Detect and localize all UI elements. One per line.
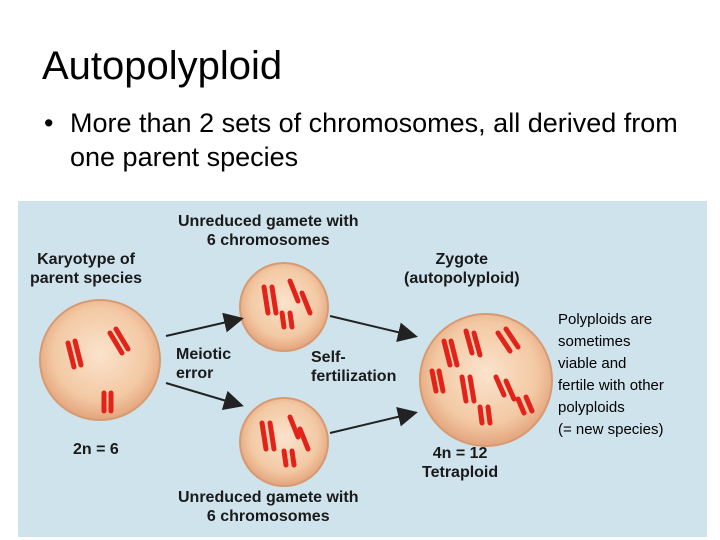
meiotic-label-line1: Meiotic [176, 346, 232, 363]
callout-line: fertile with other [558, 377, 664, 394]
zygote-label-line2: (autopolyploid) [404, 270, 520, 287]
self-label-line2: fertilization [311, 368, 397, 385]
meiotic-error-label [176, 345, 231, 383]
parent-ploidy-label: 2n = 6 [73, 441, 119, 458]
top-gamete-label-line2: 6 chromosomes [206, 232, 330, 249]
parent-cell [40, 300, 160, 420]
bullet-dot-icon: • [44, 108, 54, 138]
bullet-text: More than 2 sets of chromosomes, all derived from one parent species [70, 108, 678, 172]
polyploid-callout [553, 307, 691, 443]
self-fertilization-label [311, 348, 396, 386]
callout-line: polyploids [558, 399, 625, 416]
zygote-ploidy-line2: Tetraploid [422, 464, 499, 481]
callout-line: (= new species) [558, 421, 664, 438]
slide-title: Autopolyploid [42, 44, 283, 88]
top-gamete-label-line1: Unreduced gamete with [178, 213, 359, 230]
zygote-ploidy-label [422, 444, 498, 482]
self-label-line1: Self- [311, 349, 346, 366]
arrow-bottom-to-zygote [330, 413, 414, 433]
callout-line: viable and [558, 355, 627, 372]
karyotype-label-line2: parent species [30, 270, 143, 287]
bullet-item [44, 106, 684, 174]
bottom-gamete-cell [240, 398, 328, 486]
karyotype-label-line1: Karyotype of [37, 251, 135, 268]
top-gamete-cell [240, 263, 328, 351]
bottom-gamete-label-line1: Unreduced gamete with [178, 489, 359, 506]
zygote-label [404, 250, 520, 288]
top-gamete-label [178, 212, 358, 250]
callout-line: Polyploids are [558, 311, 653, 328]
bottom-gamete-label [178, 488, 358, 526]
arrow-parent-to-top [166, 319, 240, 336]
bottom-gamete-label-line2: 6 chromosomes [206, 508, 330, 525]
meiotic-label-line2: error [176, 365, 214, 382]
arrow-parent-to-bottom [166, 383, 240, 405]
zygote-label-line1: Zygote [435, 251, 488, 268]
zygote-ploidy-line1: 4n = 12 [432, 445, 488, 462]
arrow-top-to-zygote [330, 316, 414, 336]
callout-line: sometimes [558, 333, 631, 350]
karyotype-label [30, 250, 142, 288]
